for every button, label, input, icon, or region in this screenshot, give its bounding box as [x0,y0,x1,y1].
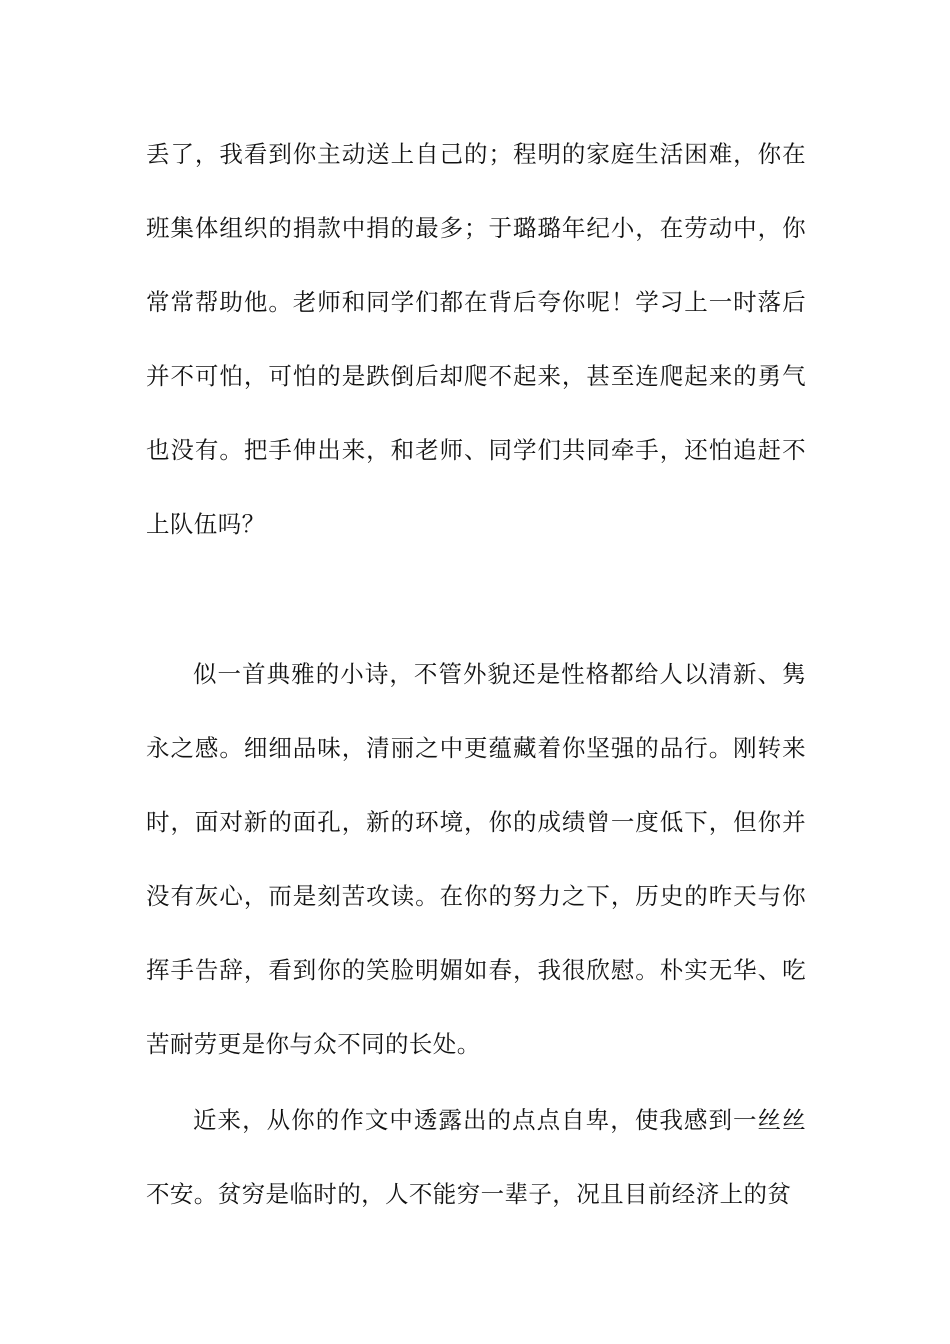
paragraph-1: 丢了，我看到你主动送上自己的；程明的家庭生活困难，你在班集体组织的捐款中捐的最多；于璐璐年纪小，在劳动中，你常常帮助他。老师和同学们都在背后夸你呢！学习上一时落后并不可怕，可怕的是跌倒后却爬不起来，甚至连爬起来的勇气也没有。把手伸出来，和老师、同学们共同牵手，还怕追赶不上队伍吗？ [146,140,806,538]
paragraph-2: 似一首典雅的小诗，不管外貌还是性格都给人以清新、隽永之感。细细品味，清丽之中更蕴藏着你坚强的品行。刚转来时，面对新的面孔，新的环境，你的成绩曾一度低下，但你并没有灰心，而是刻苦攻读。在你的努力之下，历史的昨天与你挥手告辞，看到你的笑脸明媚如春，我很欣慰。朴实无华、吃苦耐劳更是你与众不同的长处。 [146,660,806,1058]
paragraph-3: 近来，从你的作文中透露出的点点自卑，使我感到一丝丝不安。贫穷是临时的，人不能穷一辈子，况且目前经济上的贫 [146,1106,806,1208]
